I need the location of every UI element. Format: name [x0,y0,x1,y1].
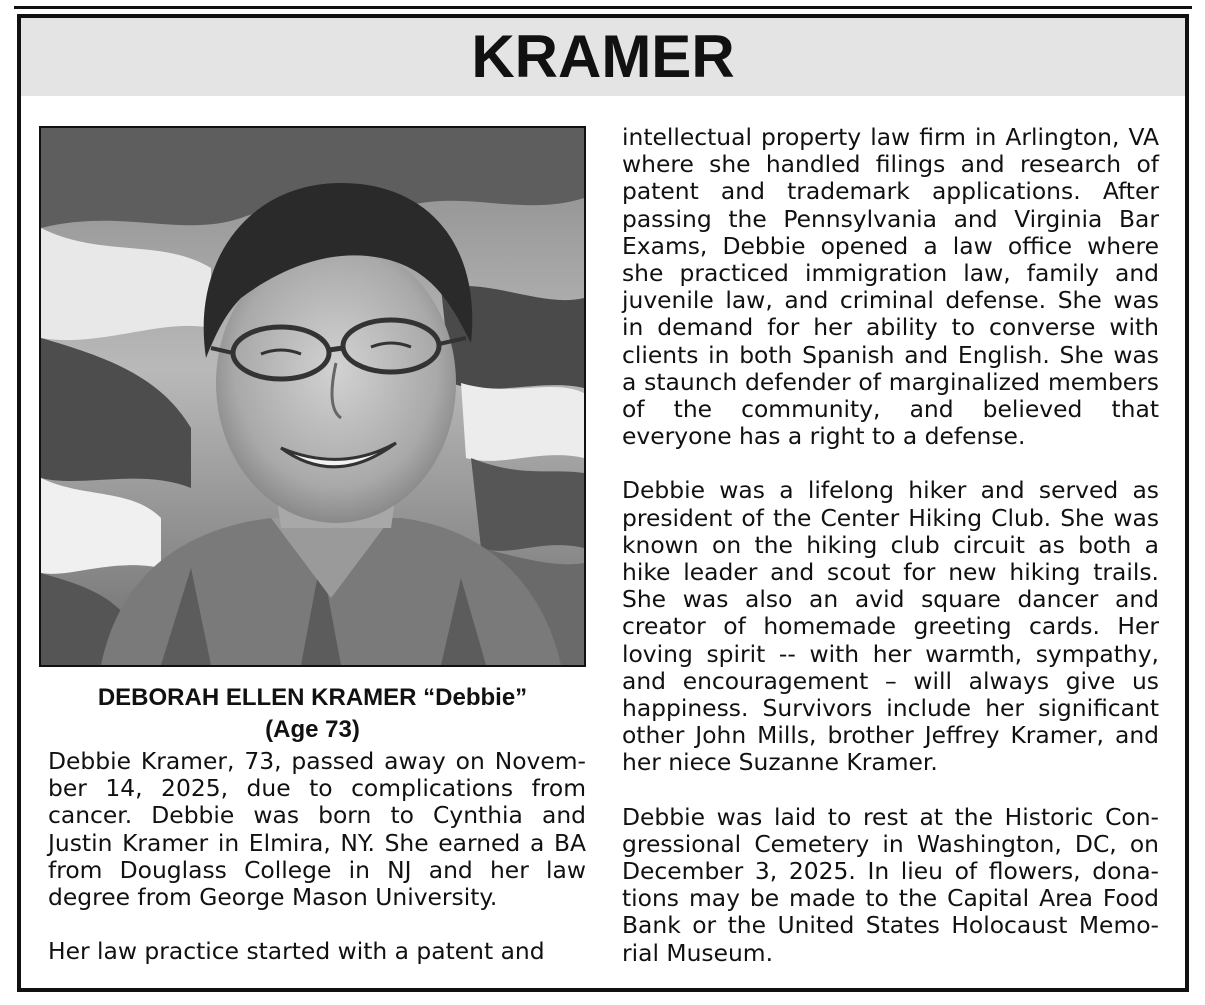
surname-headline: KRAMER [471,23,735,90]
deceased-age: (Age 73) [265,716,360,743]
paragraph-3: Debbie was a lifelong hiker and served as president of the Center Hiking Club. She was known on the hiking club circuit as both a hike leader and scout for new hiking trails. She was also an avid square dancer and creator of homemade greeting cards. Her loving spirit -- with her warmth, sympathy, and encouragement – will always give us happiness. Survivors include her significant other John Mills, brother Jeffrey Kramer, and her niece Suzanne Kramer. [622,476,1159,777]
paragraph-4: Debbie was laid to rest at the Historic Congressional Cemetery in Washington, DC, on December 3, 2025. In lieu of flowers, donations may be made to the Capital Area Food Bank or the United States Holocaust Memorial Museum. [622,802,1159,967]
paragraph-2-continued: intellectual property law firm in Arlington, VA where she handled filings and research of patent and trademark applications. After passing the Pennsylvania and Virginia Bar Exams, Debbie opened a law office where she practiced immigration law, family and juvenile law, and criminal defense. She was in demand for her ability to converse with clients in both Spanish and English. She was a staunch defender of marginalized members of the community, and believed that everyone has a right to a defense. [622,123,1159,451]
paragraph-1: Debbie Kramer, 73, passed away on November 14, 2025, due to complications from cancer. Debbie was born to Cynthia and Justin Kramer in Elmira, NY. She earned a BA from Douglass College in NJ and her law degree from George Mason University. [48,747,586,912]
paragraph-2-start: Her law practice started with a patent and [48,937,545,966]
portrait-photo [39,126,586,667]
top-rule [14,6,1192,9]
deceased-name: DEBORAH ELLEN KRAMER “Debbie” [97,684,528,711]
right-column [622,124,1159,967]
left-column [48,748,586,965]
